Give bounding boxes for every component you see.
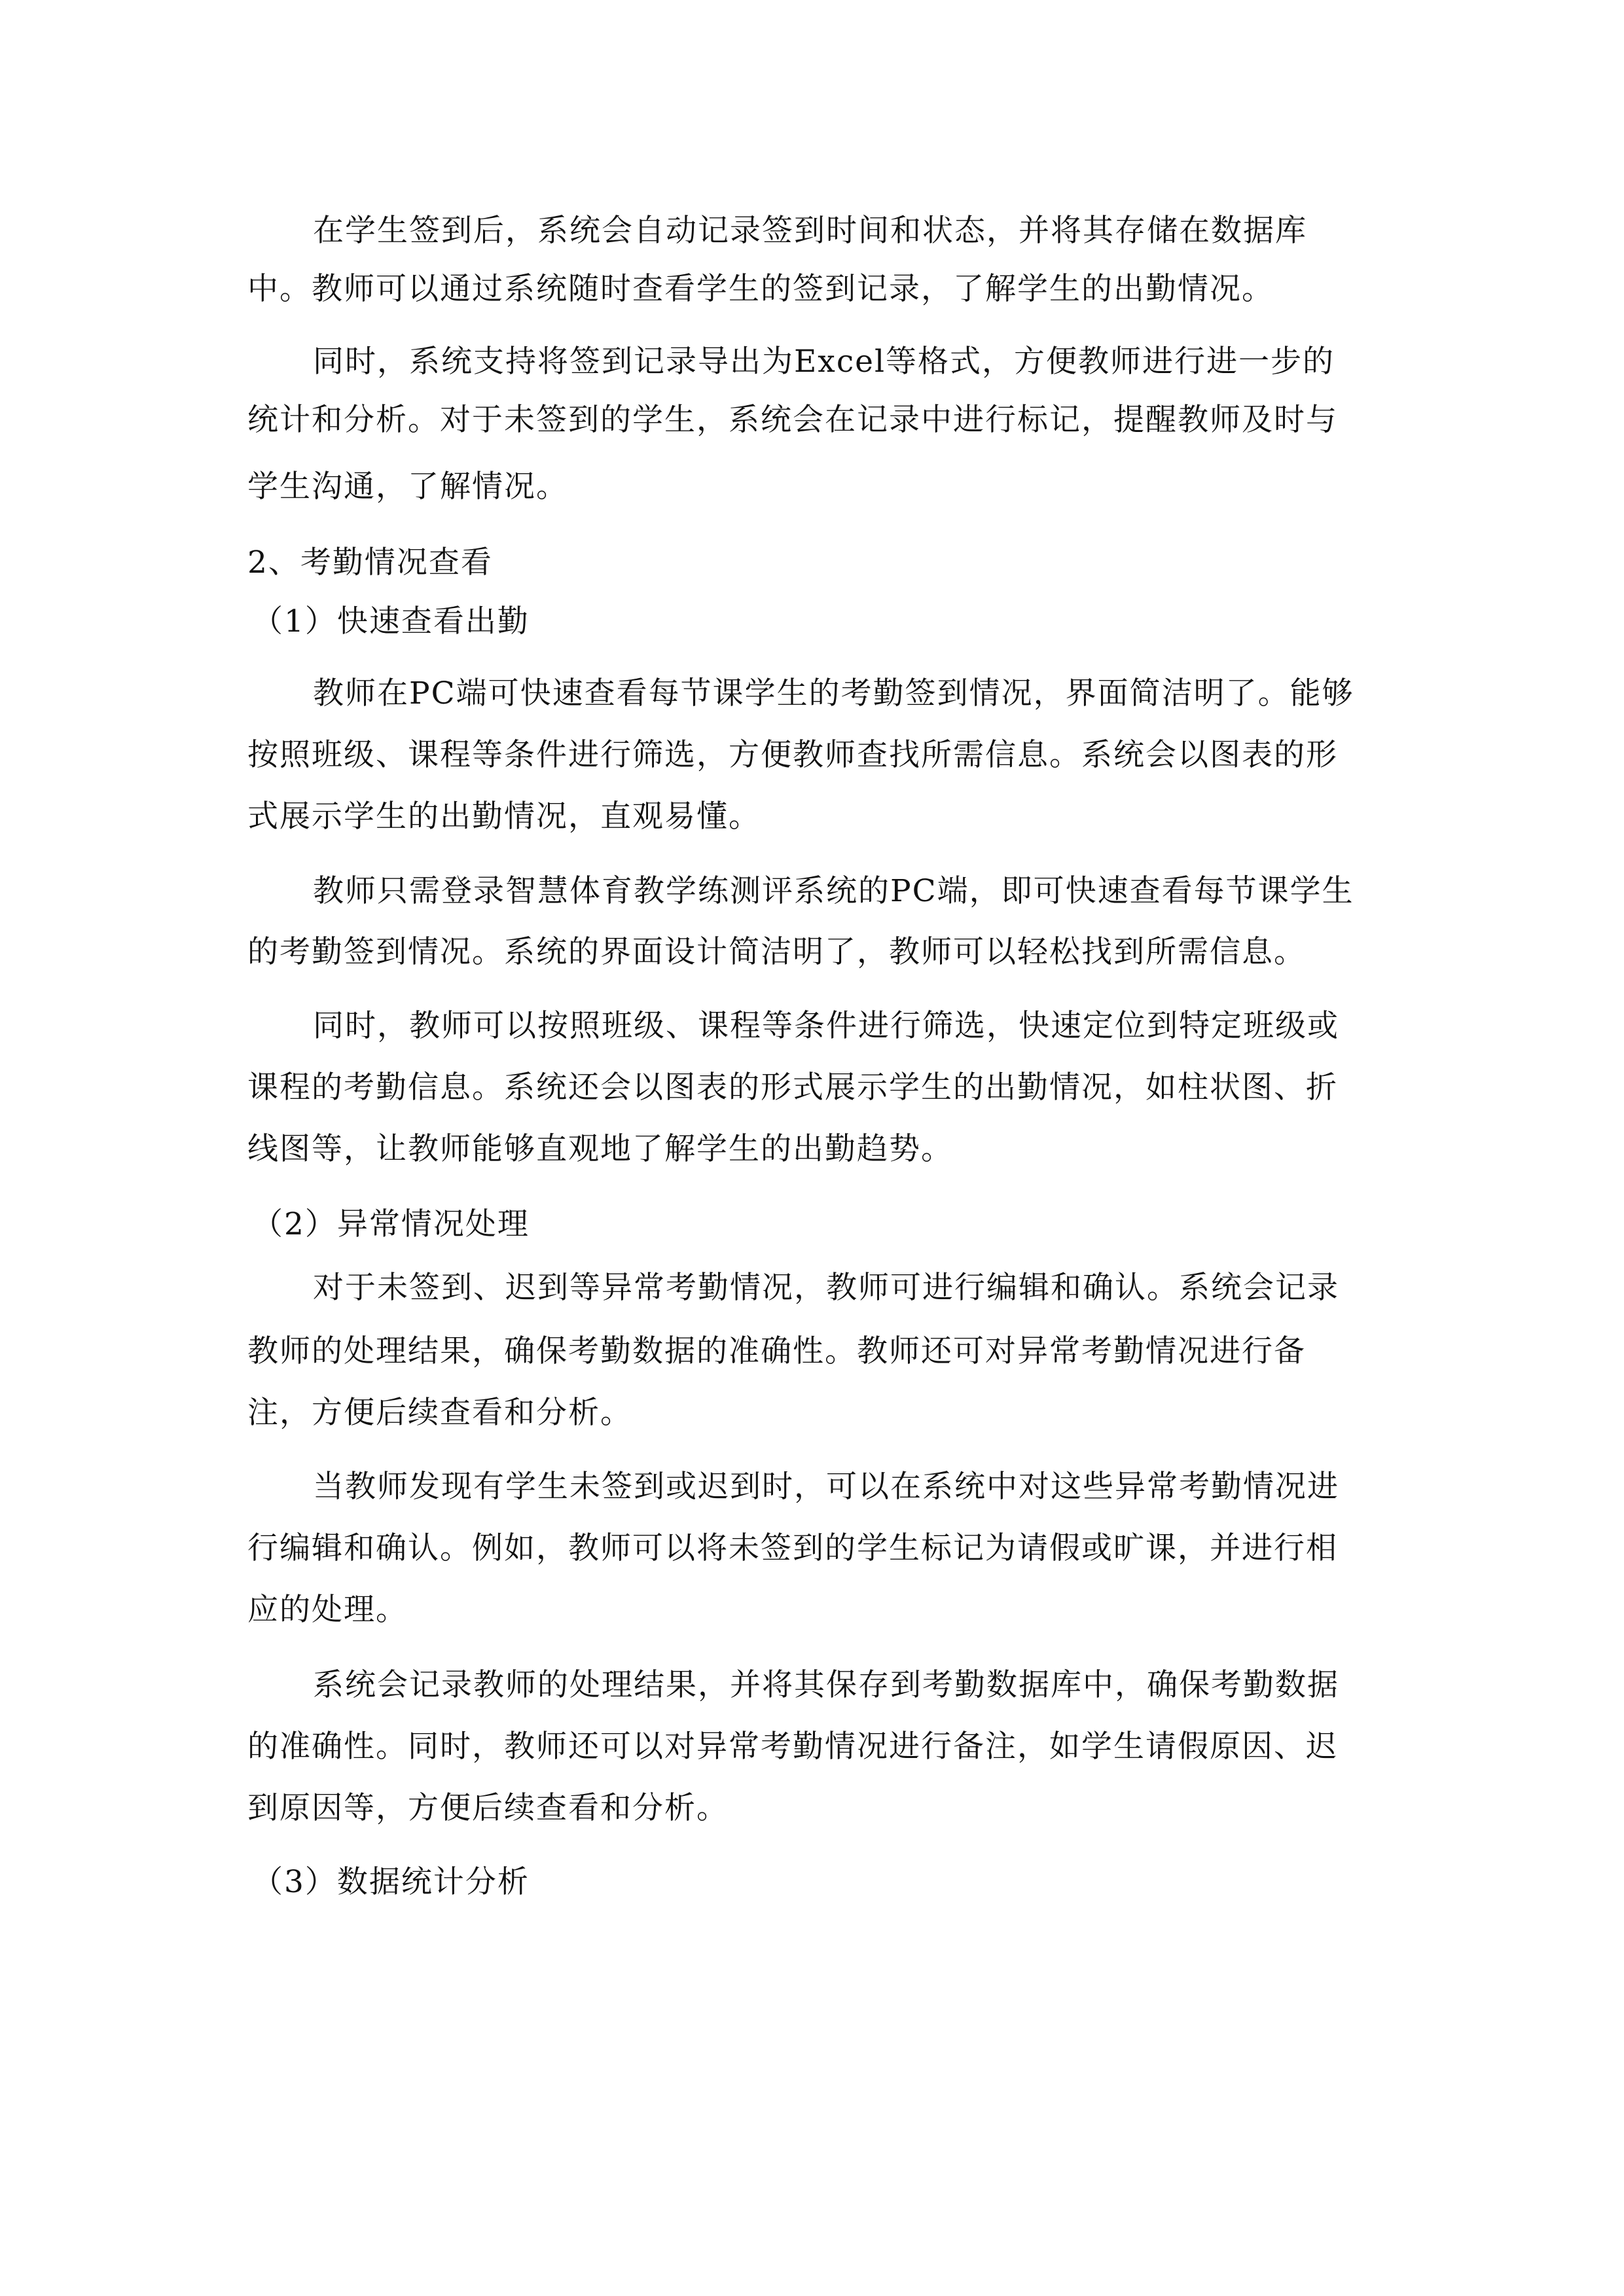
paragraph-line: 式展示学生的出勤情况，直观易懂。 <box>247 798 761 834</box>
paragraph-line: 统计和分析。对于未签到的学生，系统会在记录中进行标记，提醒教师及时与 <box>247 402 1338 438</box>
paragraph-line: 的准确性。同时，教师还可以对异常考勤情况进行备注，如学生请假原因、迟 <box>247 1729 1338 1765</box>
subsection-heading: （3）数据统计分析 <box>252 1864 530 1900</box>
paragraph-line: 的考勤签到情况。系统的界面设计简洁明了，教师可以轻松找到所需信息。 <box>247 934 1306 970</box>
paragraph-line: 行编辑和确认。例如，教师可以将未签到的学生标记为请假或旷课，并进行相 <box>247 1530 1338 1566</box>
paragraph-line: 到原因等，方便后续查看和分析。 <box>247 1790 729 1826</box>
paragraph-line: 按照班级、课程等条件进行筛选，方便教师查找所需信息。系统会以图表的形 <box>247 737 1338 773</box>
subsection-heading: （2）异常情况处理 <box>252 1206 530 1242</box>
paragraph-line: 同时，系统支持将签到记录导出为Excel等格式，方便教师进行进一步的 <box>313 344 1335 380</box>
paragraph-line: 注，方便后续查看和分析。 <box>247 1395 632 1431</box>
paragraph-line: 应的处理。 <box>247 1592 408 1628</box>
paragraph-line: 在学生签到后，系统会自动记录签到时间和状态，并将其存储在数据库 <box>313 213 1307 249</box>
paragraph-line: 对于未签到、迟到等异常考勤情况，教师可进行编辑和确认。系统会记录 <box>313 1270 1339 1306</box>
paragraph-line: 系统会记录教师的处理结果，并将其保存到考勤数据库中，确保考勤数据 <box>313 1667 1339 1703</box>
subsection-heading: （1）快速查看出勤 <box>252 603 530 639</box>
paragraph-line: 教师的处理结果，确保考勤数据的准确性。教师还可对异常考勤情况进行备 <box>247 1333 1306 1369</box>
paragraph-line: 课程的考勤信息。系统还会以图表的形式展示学生的出勤情况，如柱状图、折 <box>247 1069 1338 1105</box>
paragraph-line: 学生沟通，了解情况。 <box>247 469 568 505</box>
paragraph-line: 教师只需登录智慧体育教学练测评系统的PC端，即可快速查看每节课学生 <box>313 873 1354 909</box>
paragraph-line: 中。教师可以通过系统随时查看学生的签到记录，了解学生的出勤情况。 <box>247 271 1274 307</box>
paragraph-line: 当教师发现有学生未签到或迟到时，可以在系统中对这些异常考勤情况进 <box>313 1469 1339 1505</box>
paragraph-line: 同时，教师可以按照班级、课程等条件进行筛选，快速定位到特定班级或 <box>313 1008 1339 1044</box>
paragraph-line: 线图等，让教师能够直观地了解学生的出勤趋势。 <box>247 1131 953 1167</box>
section-heading: 2、考勤情况查看 <box>247 545 493 581</box>
paragraph-line: 教师在PC端可快速查看每节课学生的考勤签到情况，界面简洁明了。能够 <box>313 675 1354 711</box>
